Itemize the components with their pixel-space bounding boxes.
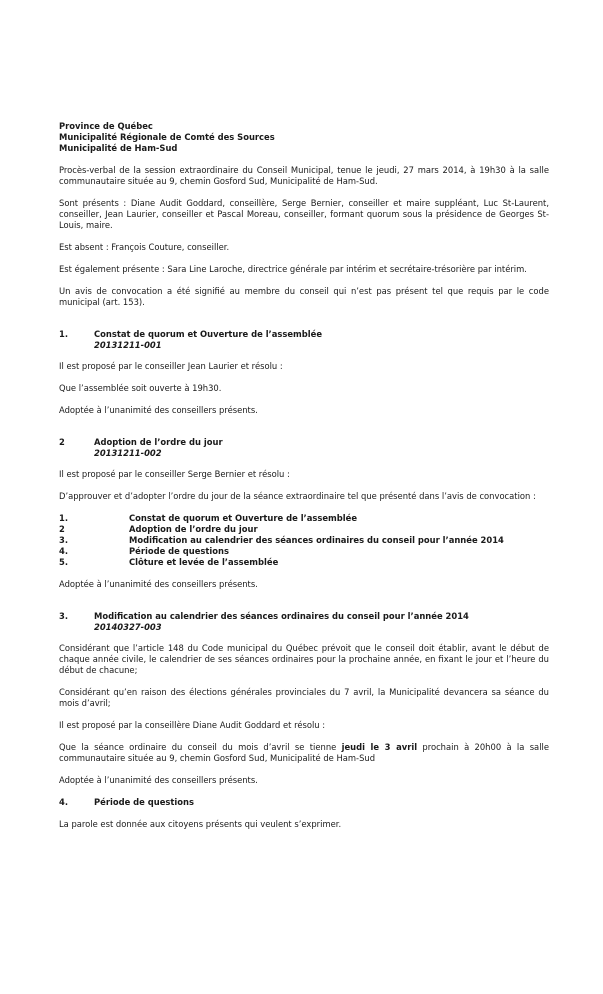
section-4-title: Période de questions xyxy=(94,797,194,807)
agenda-item xyxy=(59,524,549,535)
agenda-item-number: 4. xyxy=(59,546,69,556)
agenda-item-label: Période de questions xyxy=(129,546,229,556)
agenda-item xyxy=(59,557,549,568)
agenda-item-number: 3. xyxy=(59,535,69,545)
agenda-item-label: Clôture et levée de l’assemblée xyxy=(129,557,279,567)
agenda-item xyxy=(59,535,549,546)
section-4 xyxy=(59,797,549,830)
section-3-adopted: Adoptée à l’unanimité des conseillers présents. xyxy=(59,775,258,785)
section-1-code: 20131211-001 xyxy=(94,340,162,350)
section-1 xyxy=(59,329,549,416)
section-2-number: 2 xyxy=(59,437,65,447)
absent-paragraph: Est absent : François Couture, conseiller. xyxy=(59,242,230,252)
presents-paragraph: Sont présents : Diane Audit Goddard, conseillère, Serge Bernier, conseiller et maire suppléant, Luc St-Laurent, conseiller, Jean Laurier, conseiller et Pascal Moreau, conseiller, formant quorum sous la présidence de Georges St-Louis, maire. xyxy=(59,198,549,230)
section-2-adopted: Adoptée à l’unanimité des conseillers présents. xyxy=(59,579,258,589)
section-2-heading xyxy=(59,437,549,448)
agenda-item-number: 1. xyxy=(59,513,69,523)
section-2-text: D’approuver et d’adopter l’ordre du jour de la séance extraordinaire tel que présenté dans l’avis de convocation : xyxy=(59,491,536,501)
section-4-heading xyxy=(59,797,549,808)
section-3-resolution xyxy=(59,742,549,764)
section-1-number: 1. xyxy=(59,329,69,339)
section-4-text: La parole est donnée aux citoyens présents qui veulent s’exprimer. xyxy=(59,819,342,829)
section-3 xyxy=(59,611,549,786)
resolution-text-start: Que la séance ordinaire du conseil du mois d’avril se tienne xyxy=(59,742,342,752)
resolution-date: jeudi le 3 avril xyxy=(341,742,418,752)
document-header xyxy=(59,121,549,154)
section-3-title: Modification au calendrier des séances ordinaires du conseil pour l’année 2014 xyxy=(94,611,469,621)
section-1-title: Constat de quorum et Ouverture de l’assemblée xyxy=(94,329,322,339)
section-3-propose: Il est proposé par la conseillère Diane Audit Goddard et résolu : xyxy=(59,720,326,730)
section-2-code: 20131211-002 xyxy=(94,448,162,458)
section-1-adopted: Adoptée à l’unanimité des conseillers présents. xyxy=(59,405,258,415)
section-3-number: 3. xyxy=(59,611,69,621)
section-2-propose: Il est proposé par le conseiller Serge Bernier et résolu : xyxy=(59,469,290,479)
agenda-item-label: Modification au calendrier des séances ordinaires du conseil pour l’année 2014 xyxy=(129,535,504,545)
section-3-heading xyxy=(59,611,549,622)
agenda-item-label: Constat de quorum et Ouverture de l’assemblée xyxy=(129,513,357,523)
agenda-item-number: 5. xyxy=(59,557,69,567)
document-content xyxy=(59,121,549,841)
agenda-list xyxy=(59,513,549,568)
egalement-paragraph: Est également présente : Sara Line Laroche, directrice générale par intérim et secrétaire-trésorière par intérim. xyxy=(59,264,527,274)
avis-paragraph: Un avis de convocation a été signifié au membre du conseil qui n’est pas présent tel que requis par le code municipal (art. 153). xyxy=(59,286,549,307)
section-4-number: 4. xyxy=(59,797,69,807)
section-3-considerant-1: Considérant que l’article 148 du Code municipal du Québec prévoit que le conseil doit établir, avant le début de chaque année civile, le calendrier de ses séances ordinaires pour la prochaine année, en fixant le jour et l’heure du début de chacune; xyxy=(59,643,549,675)
section-3-considerant-2: Considérant qu’en raison des élections générales provinciales du 7 avril, la Municipalité devancera sa séance du mois d’avril; xyxy=(59,687,549,708)
section-1-propose: Il est proposé par le conseiller Jean Laurier et résolu : xyxy=(59,361,283,371)
section-2 xyxy=(59,437,549,590)
header-municipality: Municipalité de Ham-Sud xyxy=(59,143,178,153)
section-3-code: 20140327-003 xyxy=(94,622,162,632)
resolution-text-end: prochain à 20h00 à la salle communautaire située au 9, chemin Gosford Sud, Municipalité de Ham-Sud xyxy=(59,742,549,763)
agenda-item xyxy=(59,546,549,557)
agenda-item xyxy=(59,513,549,524)
section-1-heading xyxy=(59,329,549,340)
section-1-text: Que l’assemblée soit ouverte à 19h30. xyxy=(59,383,222,393)
agenda-item-label: Adoption de l’ordre du jour xyxy=(129,524,258,534)
agenda-item-number: 2 xyxy=(59,524,65,534)
header-province: Province de Québec xyxy=(59,121,153,131)
section-2-title: Adoption de l’ordre du jour xyxy=(94,437,223,447)
header-mrc: Municipalité Régionale de Comté des Sources xyxy=(59,132,275,142)
proces-verbal-paragraph: Procès-verbal de la session extraordinaire du Conseil Municipal, tenue le jeudi, 27 mars 2014, à 19h30 à la salle communautaire située au 9, chemin Gosford Sud, Municipalité de Ham-Sud. xyxy=(59,165,549,186)
